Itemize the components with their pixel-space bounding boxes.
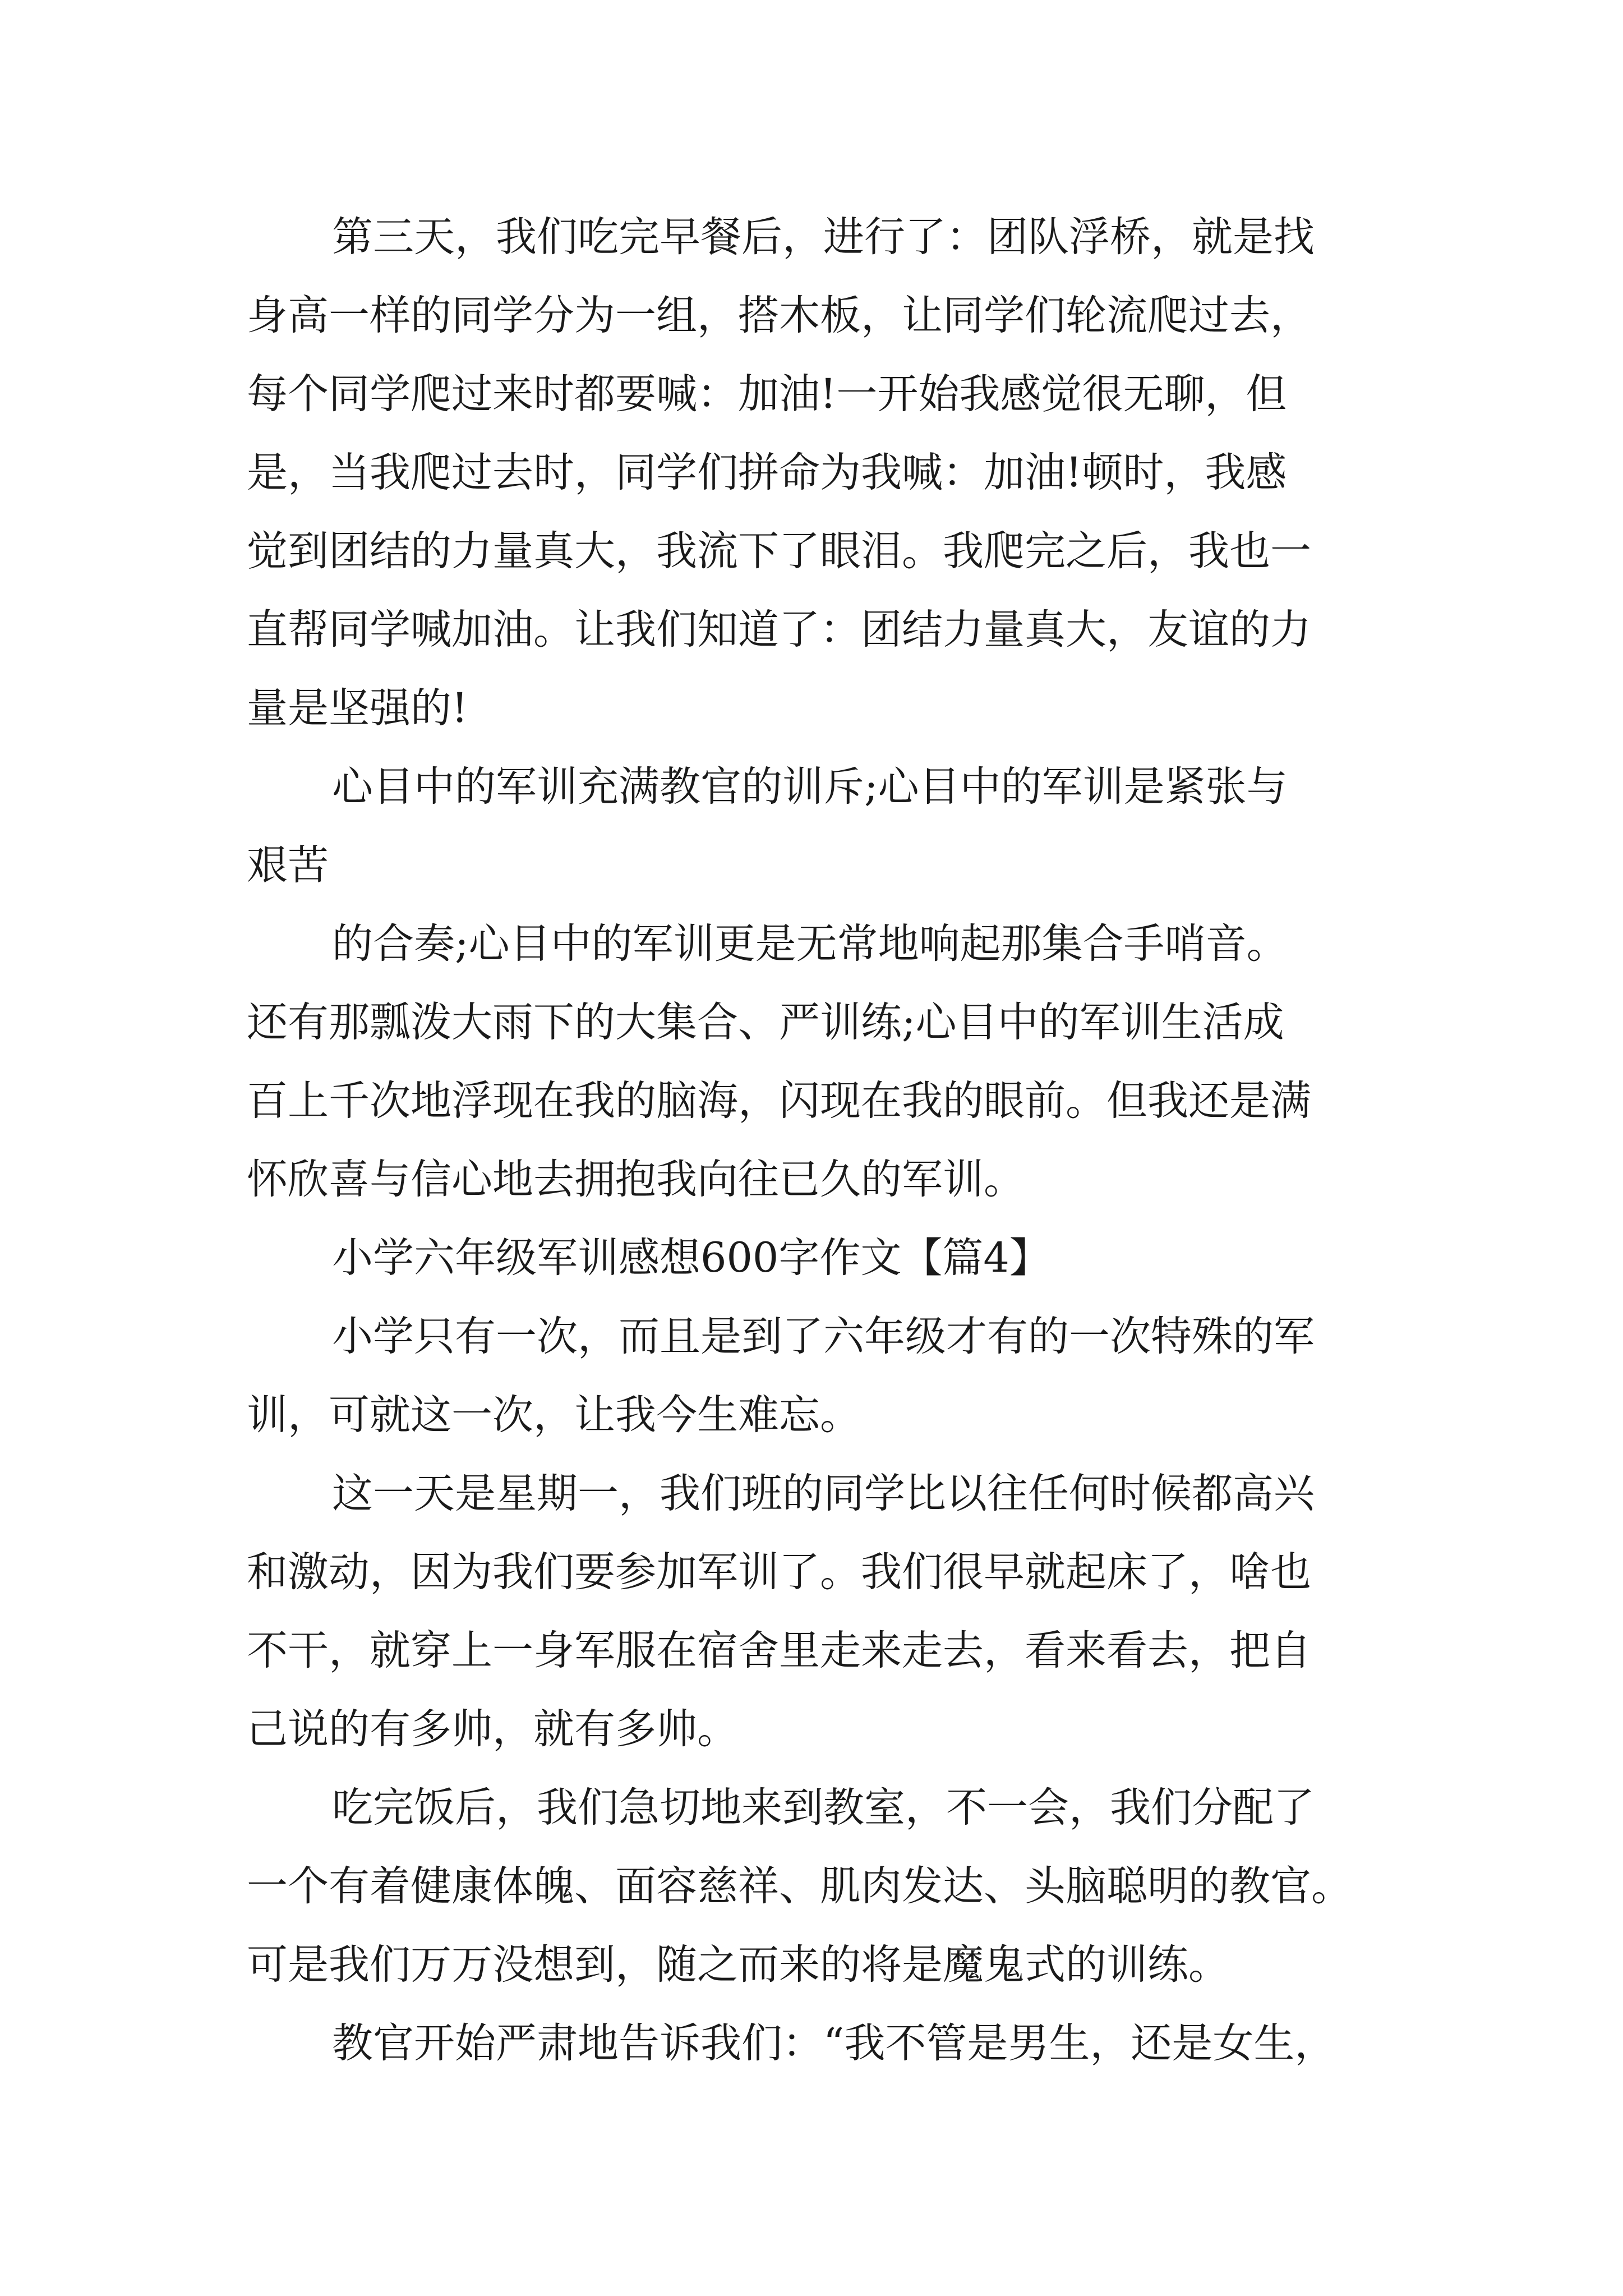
section-heading-part-4 [247, 1234, 1413, 1317]
paragraph-day-three [247, 213, 1413, 767]
text-line: 每个同学爬过来时都要喊：加油!一开始我感觉很无聊，但 [247, 370, 1287, 418]
text-line: 小学只有一次，而且是到了六年级才有的一次特殊的军 [332, 1313, 1315, 1360]
paragraph-instructor-speech [247, 2019, 1413, 2102]
text-line: 一个有着健康体魄、面容慈祥、肌肉发达、头脑聪明的教官。 [247, 1862, 1352, 1910]
text-line: 训，可就这一次，让我今生难忘。 [247, 1391, 861, 1439]
paragraph-expectations-continued [247, 920, 1413, 1239]
section-heading: 小学六年级军训感想600字作文【篇4】 [332, 1234, 1050, 1282]
text-line: 还有那瓢泼大雨下的大集合、严训练;心目中的军训生活成 [247, 999, 1284, 1046]
paragraph-expectations [247, 763, 1413, 924]
text-line: 是，当我爬过去时，同学们拼命为我喊：加油!顿时，我感 [247, 449, 1287, 496]
text-line: 可是我们万万没想到，随之而来的将是魔鬼式的训练。 [247, 1941, 1229, 1989]
text-line: 第三天，我们吃完早餐后，进行了：团队浮桥，就是找 [332, 213, 1315, 261]
text-line: 心目中的军训充满教官的训斥;心目中的军训是紧张与 [332, 763, 1288, 811]
text-line: 百上千次地浮现在我的脑海，闪现在我的眼前。但我还是满 [247, 1077, 1311, 1125]
text-line: 不干，就穿上一身军服在宿舍里走来走去，看来看去，把自 [247, 1627, 1311, 1674]
paragraph-instructor [247, 1784, 1413, 2024]
paragraph-only-once [247, 1313, 1413, 1474]
text-line: 和激动，因为我们要参加军训了。我们很早就起床了，啥也 [247, 1548, 1311, 1596]
text-line: 教官开始严肃地告诉我们：“我不管是男生，还是女生， [332, 2019, 1336, 2067]
document-body [247, 213, 1413, 2102]
text-line: 身高一样的同学分为一组，搭木板，让同学们轮流爬过去， [247, 292, 1311, 339]
text-line: 的合奏;心目中的军训更是无常地响起那集合手哨音。 [332, 920, 1288, 968]
text-line: 艰苦 [247, 841, 329, 889]
text-line: 觉到团结的力量真大，我流下了眼泪。我爬完之后，我也一 [247, 527, 1311, 575]
text-line: 吃完饭后，我们急切地来到教室，不一会，我们分配了 [332, 1784, 1315, 1832]
text-line: 己说的有多帅，就有多帅。 [247, 1705, 738, 1753]
text-line: 这一天是星期一，我们班的同学比以往任何时候都高兴 [332, 1470, 1315, 1517]
paragraph-monday [247, 1470, 1413, 1788]
text-line: 直帮同学喊加油。让我们知道了：团结力量真大，友谊的力 [247, 606, 1311, 654]
text-line: 怀欣喜与信心地去拥抱我向往已久的军训。 [247, 1156, 1025, 1203]
text-line: 量是坚强的! [247, 684, 468, 732]
